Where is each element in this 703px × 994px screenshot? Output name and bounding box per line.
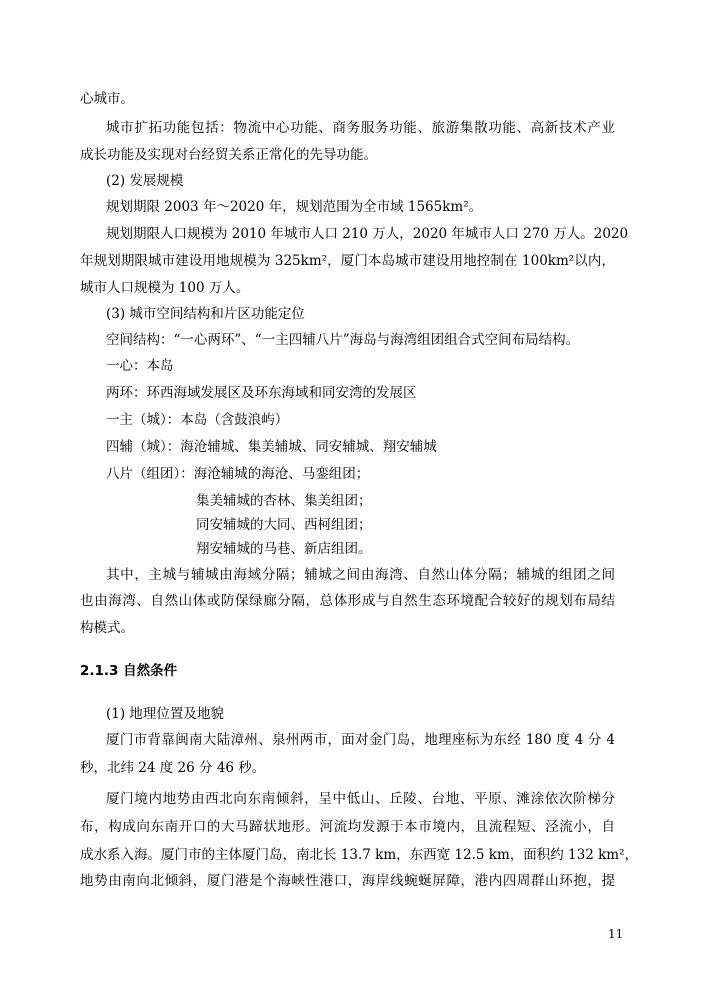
text-line: 也由海湾、自然山体或防保绿廊分隔，总体形成与自然生态环境配合较好的规划布局结 — [80, 593, 615, 609]
page-number: 11 — [608, 927, 624, 941]
text-line: 心城市。 — [80, 91, 134, 107]
text-line: 八片（组团）：海沧辅城的海沧、马銮组团； — [106, 466, 370, 482]
text-line: 厦门境内地势由西北向东南倾斜，呈中低山、丘陵、台地、平原、滩涂依次阶梯分 — [106, 791, 615, 807]
text-line: 地势由南向北倾斜，厦门港是个海峡性港口，海岸线蜿蜒屏障，港内四周群山环抱，提 — [80, 873, 615, 889]
text-line: 集美辅城的杏林、集美组团； — [196, 493, 372, 509]
text-line: 成水系入海。厦门市的主体厦门岛，南北长 13.7 km，东西宽 12.5 km，面积约 132 km²， — [80, 847, 638, 863]
text-line: 成长功能及实现对台经贸关系正常化的先导功能。 — [80, 147, 377, 163]
text-line: 其中，主城与辅城由海域分隔；辅城之间由海湾、自然山体分隔；辅城的组团之间 — [106, 567, 615, 583]
text-line: 秒，北纬 24 度 26 分 46 秒。 — [80, 760, 266, 776]
text-line: 厦门市背靠闽南大陆漳州、泉州两市，面对金门岛，地理座标为东经 180 度 4 分 4 — [106, 732, 615, 748]
text-line: 城市扩拓功能包括：物流中心功能、商务服务功能、旅游集散功能、高新技术产业 — [106, 120, 615, 136]
text-line: 规划期限人口规模为 2010 年城市人口 210 万人，2020 年城市人口 270 万人。2020 — [106, 226, 629, 242]
subsection-heading: (2) 发展规模 — [106, 173, 184, 189]
text-line: 两环：环西海域发展区及环东海域和同安湾的发展区 — [106, 385, 417, 401]
text-line: 城市人口规模为 100 万人。 — [80, 280, 250, 296]
subsection-heading: (3) 城市空间结构和片区功能定位 — [106, 306, 305, 322]
text-line: 一心：本岛 — [106, 358, 174, 374]
text-line: 年规划期限城市建设用地规模为 325km²，厦门本岛城市建设用地控制在 100km²以内， — [80, 253, 615, 269]
text-line: 空间结构：“一心两环”、“一主四辅八片”海岛与海湾组团组合式空间布局结构。 — [106, 332, 580, 348]
text-line: 翔安辅城的马巷、新店组团。 — [196, 541, 372, 557]
text-line: 一主（城）：本岛（含鼓浪屿） — [106, 412, 289, 428]
text-line: 四辅（城）：海沧辅城、集美辅城、同安辅城、翔安辅城 — [106, 439, 437, 455]
text-line: 同安辅城的大同、西柯组团； — [196, 517, 372, 533]
section-heading: 2.1.3 自然条件 — [80, 663, 178, 679]
text-line: 构模式。 — [80, 620, 134, 636]
text-line: 规划期限 2003 年～2020 年，规划范围为全市域 1565km²。 — [106, 199, 483, 215]
text-line: 布，构成向东南开口的大马蹄状地形。河流均发源于本市境内，且流程短、泾流小，自 — [80, 819, 615, 835]
subsection-heading: (1) 地理位置及地貌 — [106, 706, 224, 722]
